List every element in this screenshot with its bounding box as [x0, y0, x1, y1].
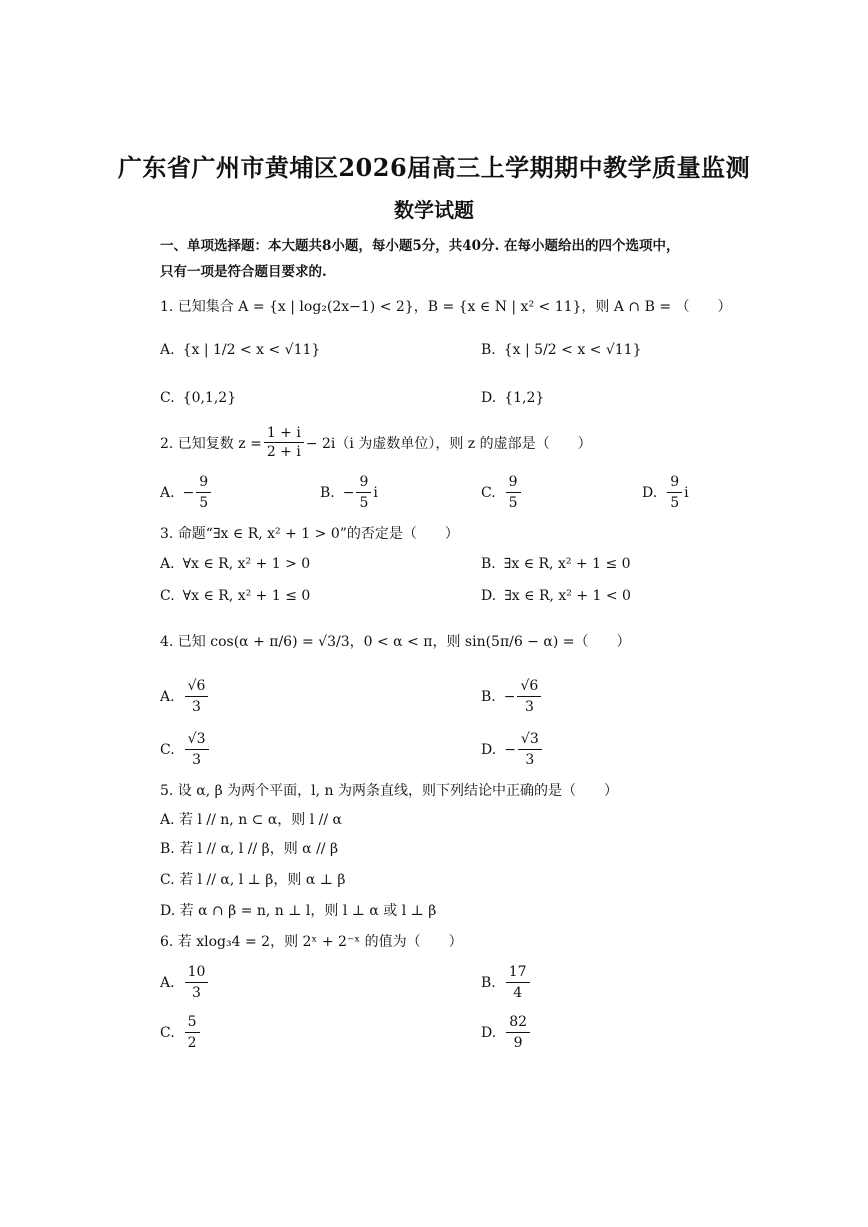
question-2-option-b: [320, 472, 378, 513]
option-label: A.: [160, 974, 175, 991]
question-3-option-d: [481, 588, 631, 604]
question-2-option-c: [481, 472, 523, 513]
fraction-numerator: 9: [506, 472, 521, 493]
question-1-option-c: [160, 390, 236, 406]
option-sign: −: [504, 741, 516, 758]
fraction-numerator: 82: [506, 1012, 530, 1033]
question-5-stem: 5. 设 α, β 为两个平面，l, n 为两条直线，则下列结论中正确的是（ ）: [160, 783, 618, 799]
option-text: {1,2}: [504, 390, 545, 406]
option-label: D.: [642, 484, 658, 501]
fraction: [196, 472, 211, 513]
section-heading: [160, 233, 720, 285]
fraction-numerator: 17: [506, 962, 530, 983]
option-label: D.: [481, 390, 497, 406]
fraction-denominator: 5: [199, 495, 209, 511]
page-subtitle: 数学试题: [394, 198, 474, 222]
option-suffix: i: [373, 484, 378, 501]
fraction-denominator: 5: [359, 495, 369, 511]
option-label: C.: [160, 390, 175, 406]
fraction: [185, 676, 209, 717]
option-text: ∃x ∈ R, x² + 1 ≤ 0: [503, 556, 631, 572]
fraction: [185, 1012, 200, 1053]
fraction: [518, 729, 542, 770]
question-5-option-a: A. 若 l // n, n ⊂ α，则 l // α: [160, 812, 343, 828]
fraction: [517, 676, 541, 717]
fraction-denominator: 3: [524, 699, 534, 715]
question-6-stem: 6. 若 xlog₃4 = 2，则 2ˣ + 2⁻ˣ 的值为（ ）: [160, 934, 463, 950]
option-label: B.: [481, 342, 496, 358]
question-2-stem: [160, 424, 592, 461]
option-text: ∃x ∈ R, x² + 1 < 0: [504, 588, 631, 604]
stem-prefix: 2. 已知复数 z =: [160, 435, 262, 452]
option-label: B.: [481, 974, 496, 991]
option-text: {x | 1/2 < x < √11}: [182, 342, 321, 358]
question-4-option-a: [160, 676, 210, 717]
stem-suffix: − 2i（i 为虚数单位），则 z 的虚部是（ ）: [305, 435, 592, 452]
question-6-option-c: [160, 1012, 202, 1053]
option-suffix: i: [684, 484, 689, 501]
option-sign: −: [182, 484, 195, 501]
question-1-option-a: [160, 342, 320, 358]
section-heading-line1: 一、单项选择题：本大题共8小题，每小题5分，共40分. 在每小题给出的四个选项中，: [160, 238, 680, 254]
fraction-denominator: 2: [187, 1035, 197, 1051]
option-label: C.: [481, 484, 496, 501]
option-label: A.: [160, 688, 175, 705]
question-4-option-b: [481, 676, 543, 717]
fraction-numerator: 9: [356, 472, 371, 493]
fraction-denominator: 4: [513, 985, 523, 1001]
fraction-denominator: 3: [192, 752, 202, 768]
question-4-stem: 4. 已知 cos(α + π/6) = √3/3，0 < α < π，则 sin(5π/6 − α) =（ ）: [160, 634, 631, 650]
question-5-option-c: C. 若 l // α, l ⊥ β，则 α ⊥ β: [160, 872, 346, 888]
fraction: [506, 472, 521, 513]
question-6-option-b: [481, 962, 532, 1003]
option-sign: −: [503, 688, 516, 705]
fraction-denominator: 3: [192, 699, 201, 715]
question-1-stem: 1. 已知集合 A = {x | log₂(2x−1) < 2}，B = {x ∈ N | x² < 11}，则 A ∩ B = （ ）: [160, 299, 732, 315]
fraction-numerator: √3: [518, 729, 542, 750]
fraction-numerator: √3: [185, 729, 209, 750]
option-label: C.: [160, 588, 175, 604]
fraction: [185, 729, 209, 770]
question-3-option-b: [481, 556, 631, 572]
fraction-denominator: 2 + i: [266, 444, 301, 460]
option-label: B.: [481, 556, 496, 572]
fraction-denominator: 5: [508, 495, 518, 511]
question-4-option-d: [481, 729, 544, 770]
option-text: {x | 5/2 < x < √11}: [503, 342, 642, 358]
fraction-denominator: 5: [670, 495, 680, 511]
fraction-numerator: √6: [185, 676, 209, 697]
option-text: ∀x ∈ R, x² + 1 ≤ 0: [182, 588, 311, 604]
fraction: [185, 962, 209, 1003]
question-6-option-a: [160, 962, 210, 1003]
question-2-option-a: [160, 472, 213, 513]
option-label: D.: [481, 741, 497, 758]
fraction-numerator: √6: [517, 676, 541, 697]
question-3-stem: 3. 命题“∃x ∈ R, x² + 1 > 0”的否定是（ ）: [160, 526, 459, 542]
option-label: C.: [160, 741, 175, 758]
option-label: C.: [160, 1024, 175, 1041]
question-3-option-c: [160, 588, 310, 604]
question-2-option-d: [642, 472, 689, 513]
question-6-option-d: [481, 1012, 532, 1053]
option-label: D.: [481, 1024, 497, 1041]
option-label: A.: [160, 342, 175, 358]
fraction-numerator: 1 + i: [264, 424, 304, 443]
fraction: [506, 962, 530, 1003]
question-5-option-d: D. 若 α ∩ β = n, n ⊥ l，则 l ⊥ α 或 l ⊥ β: [160, 903, 437, 919]
page-title: 广东省广州市黄埔区2026届高三上学期期中教学质量监测: [117, 153, 751, 182]
fraction: [506, 1012, 530, 1053]
option-label: B.: [481, 688, 496, 705]
option-text: ∀x ∈ R, x² + 1 > 0: [182, 556, 311, 572]
fraction-numerator: 9: [196, 472, 211, 493]
fraction-denominator: 3: [192, 985, 201, 1001]
fraction: [264, 424, 304, 461]
question-3-option-a: [160, 556, 310, 572]
fraction: [356, 472, 371, 513]
fraction-numerator: 10: [185, 962, 209, 983]
option-text: {0,1,2}: [182, 390, 237, 406]
question-1-option-d: [481, 390, 544, 406]
option-label: A.: [160, 556, 175, 572]
option-label: D.: [481, 588, 497, 604]
question-4-option-c: [160, 729, 211, 770]
question-1-option-b: [481, 342, 642, 358]
option-sign: −: [342, 484, 355, 501]
fraction-numerator: 9: [667, 472, 682, 493]
section-heading-line2: 只有一项是符合题目要求的.: [160, 264, 327, 280]
fraction: [667, 472, 682, 513]
fraction-denominator: 9: [513, 1035, 523, 1051]
fraction-numerator: 5: [185, 1012, 200, 1033]
option-label: A.: [160, 484, 175, 501]
fraction-denominator: 3: [525, 752, 535, 768]
option-label: B.: [320, 484, 335, 501]
question-5-option-b: B. 若 l // α, l // β，则 α // β: [160, 841, 339, 857]
